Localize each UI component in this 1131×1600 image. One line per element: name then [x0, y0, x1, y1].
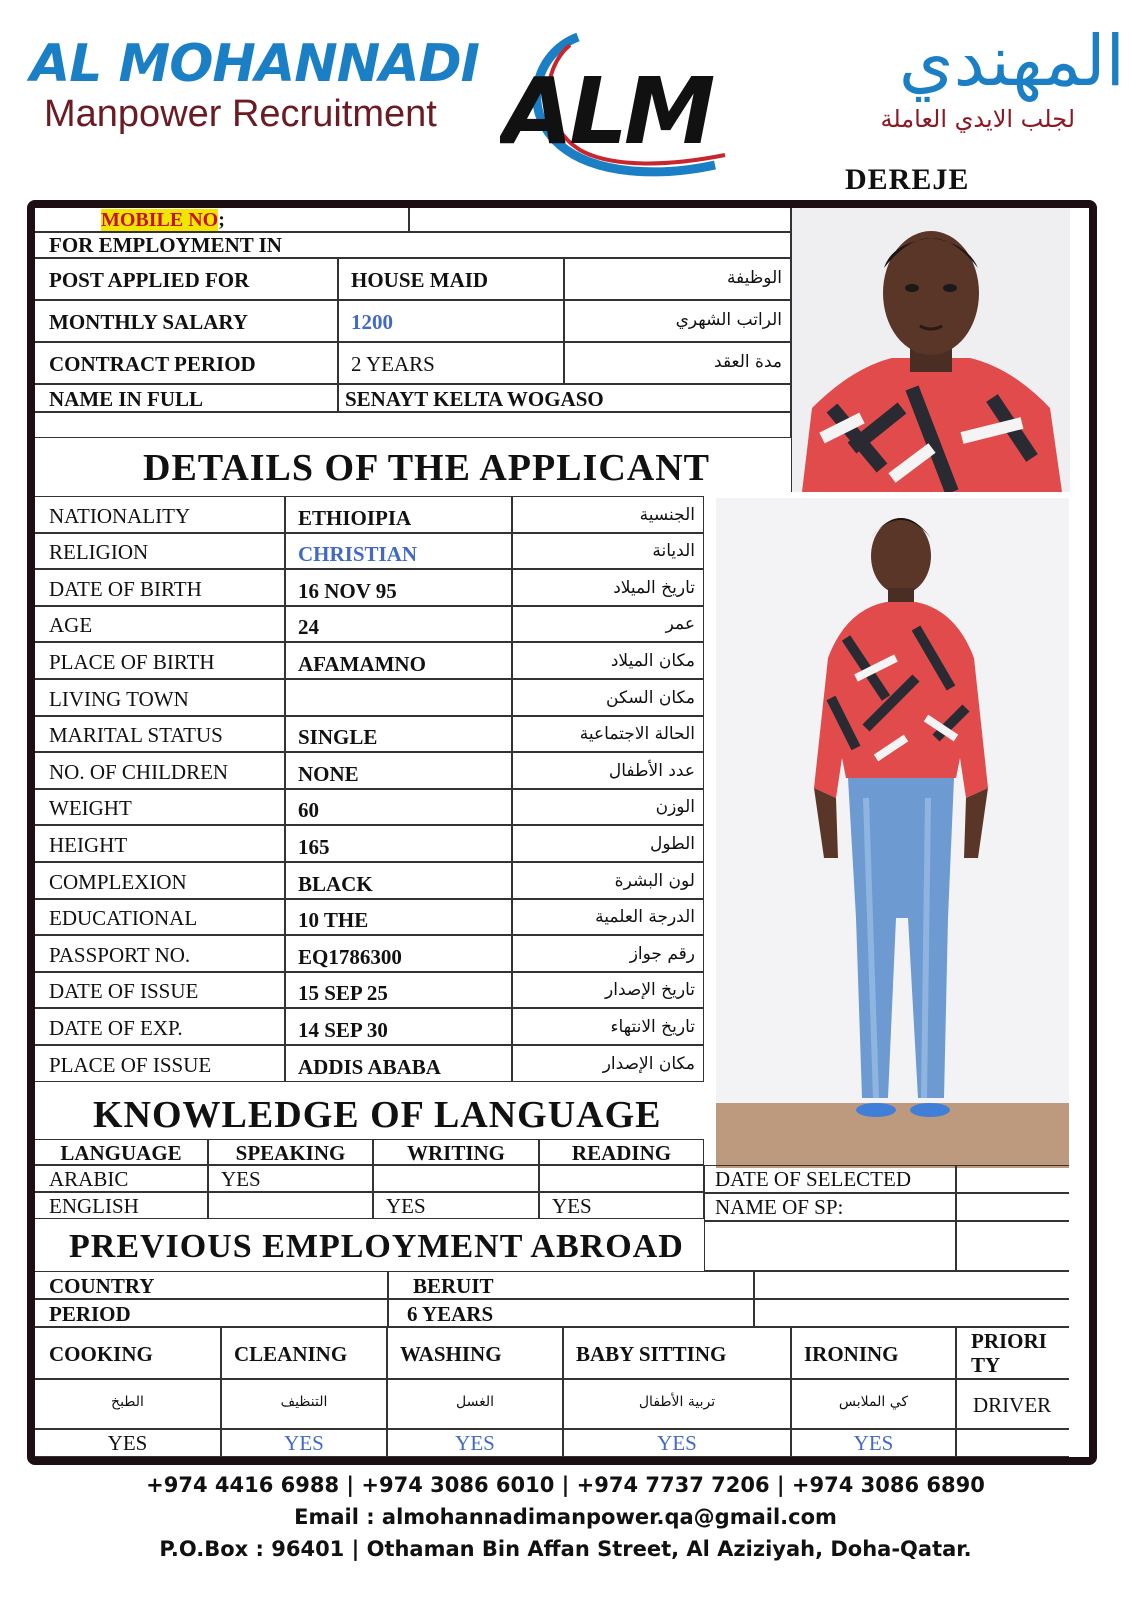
top-row-arabic-cell	[564, 258, 791, 300]
detail-label: RELIGION	[49, 540, 149, 564]
detail-value: SINGLE	[298, 725, 378, 749]
detail-value: AFAMAMNO	[298, 651, 426, 676]
side-blank-1	[704, 1221, 956, 1271]
country-label-cell	[35, 1271, 388, 1299]
detail-arabic-cell	[512, 533, 704, 569]
language-cell	[373, 1165, 539, 1192]
language-value: YES	[386, 1194, 426, 1218]
brand-arabic	[740, 20, 1125, 136]
top-row-value-cell	[338, 258, 564, 300]
period-label: PERIOD	[49, 1302, 131, 1326]
detail-arabic: رقم جواز	[629, 943, 695, 964]
language-cell	[208, 1165, 373, 1192]
language-header: SPEAKING	[235, 1141, 346, 1165]
skill-arabic: التنظيف	[280, 1394, 328, 1410]
detail-arabic-cell	[512, 862, 704, 899]
detail-label-cell	[35, 752, 285, 789]
detail-label: NATIONALITY	[49, 503, 191, 528]
mobile-cell	[35, 208, 409, 232]
detail-arabic: الحالة الاجتماعية	[579, 724, 695, 744]
agent-name: DEREJE	[845, 163, 970, 196]
detail-arabic-cell	[512, 679, 704, 716]
detail-arabic-cell	[512, 569, 704, 606]
detail-label-cell	[35, 862, 285, 899]
date-selected-cell	[704, 1165, 956, 1193]
detail-value-cell	[285, 972, 512, 1008]
detail-arabic: مكان الميلاد	[610, 650, 695, 671]
detail-arabic-cell	[512, 789, 704, 825]
detail-label: PLACE OF BIRTH	[49, 649, 215, 674]
top-row-arabic: مدة العقد	[714, 352, 782, 372]
detail-arabic: عمر	[665, 614, 695, 634]
top-row-value: HOUSE MAID	[351, 268, 489, 292]
date-selected-label: DATE OF SELECTED	[715, 1167, 911, 1191]
detail-arabic: الطول	[650, 833, 695, 854]
skill-arabic-cell	[791, 1379, 956, 1429]
brand-name: AL MOHANNADI	[30, 34, 479, 94]
skill-arabic-cell	[387, 1379, 563, 1429]
top-row-arabic: الوظيفة	[726, 268, 782, 288]
name-value: SENAYT KELTA WOGASO	[345, 387, 604, 411]
language-header-cell	[208, 1139, 373, 1165]
side-blank-2	[956, 1221, 1069, 1271]
top-row-label: MONTHLY SALARY	[49, 310, 248, 334]
top-row-arabic: الراتب الشهري	[675, 310, 782, 330]
language-title: KNOWLEDGE OF LANGUAGE	[93, 1094, 662, 1136]
language-cell	[539, 1192, 704, 1219]
detail-value-cell	[285, 496, 512, 533]
top-row-value: 1200	[351, 310, 393, 334]
top-row-value-cell	[338, 300, 564, 342]
country-value-cell	[388, 1271, 754, 1299]
footer-phones: +974 4416 6988 | +974 3086 6010 | +974 7737 7206 | +974 3086 6890	[146, 1473, 985, 1497]
detail-value-cell	[285, 533, 512, 569]
detail-label-cell	[35, 1045, 285, 1082]
skill-value: YES	[853, 1431, 894, 1455]
skill-value: YES	[657, 1431, 697, 1455]
detail-value: BLACK	[298, 871, 373, 896]
mobile-separator: ;	[218, 209, 225, 231]
skill-value-cell	[387, 1429, 563, 1457]
detail-label: HEIGHT	[49, 832, 128, 857]
detail-arabic-cell	[512, 1045, 704, 1082]
detail-label-cell	[35, 642, 285, 679]
detail-label-cell	[35, 606, 285, 642]
name-label: NAME IN FULL	[49, 387, 204, 411]
detail-value: 60	[298, 798, 319, 822]
top-row-label-cell	[35, 258, 338, 300]
detail-label: DATE OF ISSUE	[49, 979, 199, 1003]
language-value: YES	[221, 1167, 261, 1191]
detail-arabic: مكان الإصدار	[602, 1053, 695, 1074]
skill-header: IRONING	[804, 1342, 899, 1366]
detail-label-cell	[35, 496, 285, 533]
language-header-cell	[35, 1139, 208, 1165]
detail-arabic-cell	[512, 606, 704, 642]
detail-label: WEIGHT	[49, 796, 132, 820]
detail-label-cell	[35, 825, 285, 862]
detail-arabic: عدد الأطفال	[608, 760, 695, 781]
skill-arabic: تربية الأطفال	[638, 1394, 716, 1410]
detail-value-cell	[285, 899, 512, 935]
skill-header-cell	[35, 1327, 221, 1379]
brand-tagline: Manpower Recruitment	[44, 93, 437, 135]
detail-value: 10 THE	[298, 908, 369, 932]
letterhead	[0, 0, 1131, 200]
employment-in-label: FOR EMPLOYMENT IN	[49, 233, 282, 257]
skill-header-cell	[563, 1327, 791, 1379]
cv-form	[27, 200, 1097, 1465]
detail-arabic-cell	[512, 825, 704, 862]
detail-value-cell	[285, 1008, 512, 1045]
detail-arabic: لون البشرة	[614, 870, 695, 891]
mobile-value-cell	[409, 208, 791, 232]
top-row-label-cell	[35, 342, 338, 384]
skill-value: YES	[284, 1431, 324, 1455]
detail-value-cell	[285, 825, 512, 862]
detail-value: ETHIOIPIA	[298, 505, 412, 530]
detail-label: COMPLEXION	[49, 869, 187, 894]
footer-address: P.O.Box : 96401 | Othaman Bin Affan Street, Al Aziziyah, Doha-Qatar.	[159, 1537, 972, 1561]
detail-label: LIVING TOWN	[49, 686, 189, 711]
priority-value: DRIVER	[973, 1393, 1052, 1417]
applicant-full-photo	[716, 498, 1069, 1168]
detail-label-cell	[35, 1008, 285, 1045]
detail-label: DATE OF BIRTH	[49, 576, 202, 601]
detail-label-cell	[35, 569, 285, 606]
language-cell	[373, 1192, 539, 1219]
country-value: BERUIT	[413, 1274, 494, 1298]
applicant-portrait	[791, 208, 1070, 492]
detail-value-cell	[285, 1045, 512, 1082]
detail-value-cell	[285, 569, 512, 606]
employment-in-row	[35, 232, 791, 258]
mobile-label: MOBILE NO	[101, 209, 219, 231]
period-value: 6 YEARS	[407, 1302, 494, 1326]
detail-arabic: مكان السكن	[606, 687, 695, 708]
language-header-cell	[539, 1139, 704, 1165]
detail-arabic-cell	[512, 752, 704, 789]
period-value-cell	[388, 1299, 754, 1327]
detail-arabic: تاريخ الانتهاء	[610, 1016, 695, 1037]
skill-value: YES	[107, 1431, 148, 1455]
country-label: COUNTRY	[49, 1274, 155, 1298]
language-value: ARABIC	[49, 1167, 129, 1191]
detail-arabic-cell	[512, 972, 704, 1008]
skill-arabic: الطبخ	[111, 1394, 144, 1410]
top-row-value-cell	[338, 342, 564, 384]
priority-value-cell	[956, 1379, 1069, 1429]
skill-header-cell	[791, 1327, 956, 1379]
detail-arabic: الجنسية	[639, 504, 695, 525]
detail-label-cell	[35, 716, 285, 752]
skill-arabic-cell	[35, 1379, 221, 1429]
name-sp-cell	[704, 1193, 956, 1221]
skill-value-cell	[791, 1429, 956, 1457]
language-cell	[35, 1165, 208, 1192]
language-header: WRITING	[406, 1141, 506, 1165]
detail-label: PASSPORT NO.	[49, 942, 191, 967]
detail-value: 24	[298, 615, 319, 639]
priority-blank-cell	[956, 1429, 1069, 1457]
brand-english	[30, 36, 500, 136]
detail-label: DATE OF EXP.	[49, 1015, 183, 1040]
detail-value-cell	[285, 752, 512, 789]
skill-value-cell	[35, 1429, 221, 1457]
language-value: YES	[552, 1194, 592, 1218]
alm-logo-text: ALM	[502, 58, 712, 165]
skill-header-cell	[221, 1327, 387, 1379]
detail-label: EDUCATIONAL	[49, 906, 198, 930]
language-value: ENGLISH	[49, 1194, 139, 1218]
top-row-label: CONTRACT PERIOD	[49, 352, 256, 376]
skill-header-cell	[387, 1327, 563, 1379]
skill-arabic: الغسل	[455, 1394, 494, 1410]
detail-label-cell	[35, 899, 285, 935]
detail-label-cell	[35, 679, 285, 716]
language-header: LANGUAGE	[60, 1141, 182, 1165]
skill-header: BABY SITTING	[576, 1342, 727, 1366]
detail-value: 165	[298, 834, 330, 859]
name-sp-value	[956, 1193, 1069, 1221]
period-label-cell	[35, 1299, 388, 1327]
detail-value-cell	[285, 862, 512, 899]
top-row-value: 2 YEARS	[351, 352, 435, 376]
skill-arabic-cell	[221, 1379, 387, 1429]
detail-arabic-cell	[512, 935, 704, 972]
details-title: DETAILS OF THE APPLICANT	[143, 447, 711, 489]
brand-arabic-name: المهندي	[898, 20, 1125, 102]
skill-value: YES	[455, 1431, 495, 1455]
period-extra-cell	[754, 1299, 1069, 1327]
language-cell	[208, 1192, 373, 1219]
detail-value-cell	[285, 935, 512, 972]
language-cell	[35, 1192, 208, 1219]
detail-arabic: الدرجة العلمية	[595, 907, 695, 927]
skill-header: WASHING	[400, 1342, 502, 1366]
detail-label: AGE	[49, 613, 93, 637]
detail-label: PLACE OF ISSUE	[49, 1052, 212, 1077]
detail-arabic-cell	[512, 716, 704, 752]
detail-label: NO. OF CHILDREN	[49, 759, 229, 784]
blank-row	[35, 412, 791, 438]
country-extra-cell	[754, 1271, 1069, 1299]
detail-arabic: الديانة	[652, 541, 695, 561]
previous-title: PREVIOUS EMPLOYMENT ABROAD	[69, 1228, 684, 1265]
priority-label-line1: PRIORI	[971, 1329, 1047, 1353]
detail-value: ADDIS ABABA	[298, 1054, 441, 1079]
top-row-label: POST APPLIED FOR	[49, 268, 250, 292]
detail-value: CHRISTIAN	[298, 542, 418, 566]
detail-arabic-cell	[512, 899, 704, 935]
detail-value: NONE	[298, 761, 359, 786]
detail-value-cell	[285, 679, 512, 716]
name-sp-label: NAME OF SP:	[715, 1195, 844, 1219]
top-row-arabic-cell	[564, 300, 791, 342]
detail-value: 16 NOV 95	[298, 578, 397, 603]
top-row-arabic-cell	[564, 342, 791, 384]
detail-value-cell	[285, 642, 512, 679]
detail-arabic-cell	[512, 496, 704, 533]
language-header-cell	[373, 1139, 539, 1165]
detail-arabic: تاريخ الميلاد	[613, 577, 695, 598]
detail-label-cell	[35, 972, 285, 1008]
skill-value-cell	[563, 1429, 791, 1457]
detail-label-cell	[35, 789, 285, 825]
name-value-cell	[338, 384, 791, 412]
language-cell	[539, 1165, 704, 1192]
skill-arabic: كي الملابس	[838, 1394, 909, 1410]
skill-value-cell	[221, 1429, 387, 1457]
skill-arabic-cell	[563, 1379, 791, 1429]
skill-header: COOKING	[49, 1342, 153, 1366]
priority-label-line2: TY	[971, 1353, 1001, 1377]
footer-email: Email : almohannadimanpower.qa@gmail.com	[294, 1505, 837, 1529]
skill-header: CLEANING	[234, 1342, 348, 1366]
detail-value-cell	[285, 716, 512, 752]
detail-value: EQ1786300	[298, 944, 402, 969]
detail-label: MARITAL STATUS	[49, 723, 223, 747]
detail-label-cell	[35, 533, 285, 569]
detail-value-cell	[285, 789, 512, 825]
detail-arabic-cell	[512, 642, 704, 679]
detail-value-cell	[285, 606, 512, 642]
detail-value: 15 SEP 25	[298, 981, 388, 1005]
detail-arabic-cell	[512, 1008, 704, 1045]
brand-arabic-tagline: لجلب الايدي العاملة	[880, 105, 1075, 133]
top-row-label-cell	[35, 300, 338, 342]
detail-label-cell	[35, 935, 285, 972]
detail-value: 14 SEP 30	[298, 1017, 388, 1042]
name-label-cell	[35, 384, 338, 412]
priority-header-cell	[956, 1327, 1069, 1379]
detail-arabic: تاريخ الإصدار	[605, 980, 695, 1000]
language-header: READING	[571, 1141, 672, 1165]
date-selected-value	[956, 1165, 1069, 1193]
detail-arabic: الوزن	[655, 797, 695, 817]
alm-logo	[500, 15, 740, 180]
